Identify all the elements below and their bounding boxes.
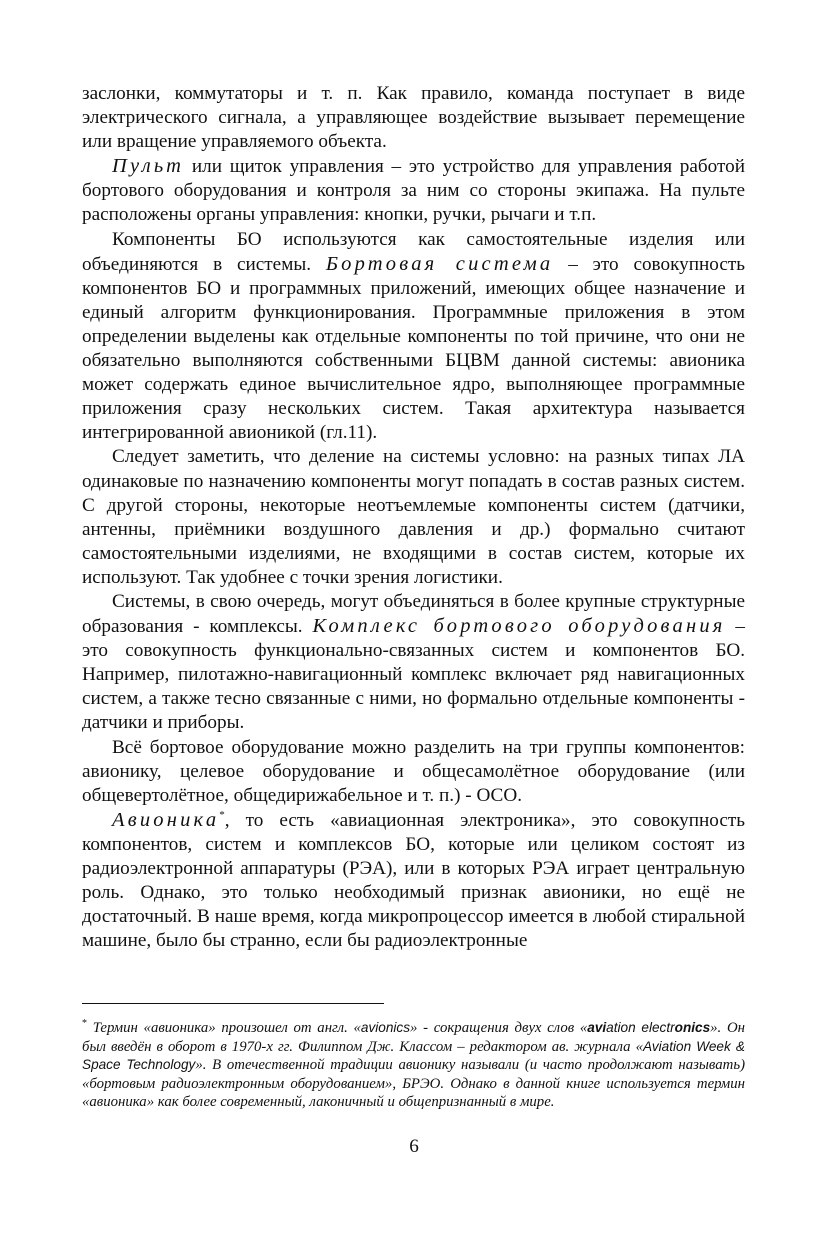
paragraph-avionics: Авионика*, то есть «авиационная электроника», это совокупность компонентов, систем и комплексов БО, которые или целиком состоят из радиоэлектронной аппаратуры (РЭА), или в которых РЭА играет центральную роль. Однако, это только необходимый признак авионики, но ещё не достаточный. В наше время, когда микропроцессор имеется в любой стиральной машине, было бы странно, если бы радиоэлектронные <box>82 808 745 952</box>
paragraph-continuation: заслонки, коммутаторы и т. п. Как правило, команда поступает в виде электрического сигнала, а управляющее воздействие вызывает перемещение или вращение управляемого объекта. <box>82 83 745 153</box>
footnote-divider <box>82 1003 384 1004</box>
paragraph-complex: Системы, в свою очередь, могут объединяться в более крупные структурные образования - комплексы. Комплекс бортового оборудования – это совокупность функционально-связанных систем и компонентов БО. Например, пилотажно-навигационный комплекс включает ряд навигационных систем, а также тесно связанные с ними, но формально отдельные компоненты - датчики и приборы. <box>82 590 746 734</box>
paragraph-three-groups: Всё бортовое оборудование можно разделить на три группы компонентов: авионику, целевое оборудование и общесамолётное оборудование (или общевертолётное, общедирижабельное и т. п.) - ОСО. <box>82 736 745 806</box>
paragraph-system-division: Следует заметить, что деление на системы условно: на разных типах ЛА одинаковые по назначению компоненты могут попадать в состав разных систем. С другой стороны, некоторые неотъемлемые компоненты систем (датчики, антенны, приёмники воздушного давления и др.) формально считают самостоятельными изделиями, не входящими в состав систем, которые их используют. Так удобнее с точки зрения логистики. <box>82 446 745 588</box>
footnote-reference[interactable]: * <box>219 808 225 821</box>
footnote-mark: * <box>82 1018 87 1029</box>
term-avionics: Авионика <box>112 808 220 831</box>
body-text <box>82 82 745 953</box>
term-complex: Комплекс бортового оборудования <box>312 615 726 638</box>
page-number: 6 <box>409 1136 419 1157</box>
footnote: * Термин «авионика» произошел от англ. «avionics» - сокращения двух слов «aviation electronics». Он был введён в оборот в 1970-х гг. Филиппом Дж. Классом – редактором ав. журнала «Aviation Week & Space Technology». В отечественной традиции авионику называли (и часто продолжают называть) «бортовым радиоэлектронным оборудованием», БРЭО. Однако в данной книге используется термин «авионика» как более современный, лаконичный и общепризнанный в мире. <box>82 1018 746 1111</box>
term-pult: Пульт <box>112 155 185 178</box>
paragraph-onboard-system: Компоненты БО используются как самостоятельные изделия или объединяются в системы. Бортовая система – это совокупность компонентов БО и программных приложений, имеющих общее назначение и единый алгоритм функционирования. Программные приложения в этом определении выделены как отдельные компоненты по той причине, что они не обязательно выполняются собственными БЦВМ данной системы: авионика может содержать единое вычислительное ядро, выполняющее программные приложения сразу нескольких систем. Такая архитектура называется интегрированной авионикой (гл.11). <box>82 228 745 444</box>
paragraph-pult: Пульт или щиток управления – это устройство для управления работой бортового оборудования и контроля за ним со стороны экипажа. На пульте расположены органы управления: кнопки, ручки, рычаги и т.п. <box>82 155 745 226</box>
term-onboard-system: Бортовая система <box>325 252 554 275</box>
